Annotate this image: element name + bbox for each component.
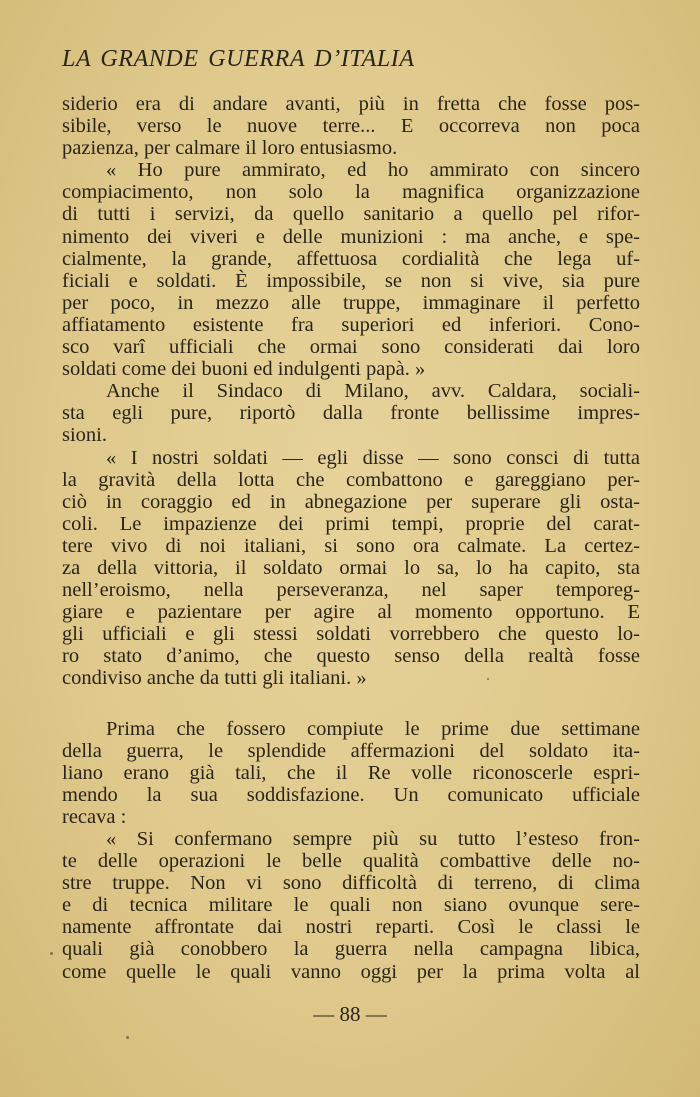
text-line: ciò in coraggio ed in abnegazione per superare gli osta- xyxy=(62,490,640,513)
text-line: per poco, in mezzo alle truppe, immaginare il perfetto xyxy=(62,291,640,314)
text-line: mendo la sua soddisfazione. Un comunicato ufficiale xyxy=(62,783,640,806)
text-line: della guerra, le splendide affermazioni del soldato ita- xyxy=(62,739,640,762)
text-line: compiacimento, non solo la magnifica organizzazione xyxy=(62,181,640,204)
text-line: gli ufficiali e gli stessi soldati vorrebbero che questo lo- xyxy=(62,623,640,646)
text-line: « I nostri soldati — egli disse — sono consci di tutta xyxy=(106,446,640,469)
text-line: quali già conobbero la guerra nella campagna libica, xyxy=(62,938,640,961)
text-line: coli. Le impazienze dei primi tempi, proprie del carat- xyxy=(62,512,640,535)
paper-speck xyxy=(487,678,489,680)
text-line: Anche il Sindaco di Milano, avv. Caldara, sociali- xyxy=(106,380,640,403)
text-line: liano erano già tali, che il Re volle riconoscerle espri- xyxy=(62,761,640,784)
paper-speck xyxy=(50,952,53,955)
paper-speck xyxy=(126,1036,129,1039)
text-line: te delle operazioni le belle qualità combattive delle no- xyxy=(62,850,640,873)
text-line: affiatamento esistente fra superiori ed inferiori. Cono- xyxy=(62,313,640,336)
text-line: za della vittoria, il soldato ormai lo sa, lo ha capito, sta xyxy=(62,556,640,579)
text-line: « Ho pure ammirato, ed ho ammirato con sincero xyxy=(106,159,640,182)
text-line: ro stato d’animo, che questo senso della realtà fosse xyxy=(62,645,640,668)
text-line: recava : xyxy=(62,805,127,828)
text-line: sioni. xyxy=(62,424,107,447)
text-line: pazienza, per calmare il loro entusiasmo. xyxy=(62,137,398,160)
text-line: sta egli pure, riportò dalla fronte bellissime impres- xyxy=(62,402,640,425)
text-line: namente affrontate dai nostri reparti. Così le classi le xyxy=(62,916,640,939)
text-line: la gravità della lotta che combattono e gareggiano per- xyxy=(62,468,640,491)
text-line: sibile, verso le nuove terre... E occorreva non poca xyxy=(62,115,640,138)
text-line: giare e pazientare per agire al momento opportuno. E xyxy=(62,601,640,624)
text-line: nell’eroismo, nella perseveranza, nel saper temporeg- xyxy=(62,579,640,602)
text-line: tere vivo di noi italiani, si sono ora calmate. La certez- xyxy=(62,534,640,557)
text-line: e di tecnica militare le quali non siano ovunque sere- xyxy=(62,894,640,917)
body-text xyxy=(62,93,640,983)
text-line: di tutti i servizi, da quello sanitario a quello pel rifor- xyxy=(62,203,640,226)
page-number: — 88 — xyxy=(313,1002,387,1026)
text-line: stre truppe. Non vi sono difficoltà di terreno, di clima xyxy=(62,872,640,895)
text-line: « Si confermano sempre più su tutto l’esteso fron- xyxy=(106,828,640,850)
text-line: soldati come dei buoni ed indulgenti papà. » xyxy=(62,358,426,381)
text-line: sco varî ufficiali che ormai sono considerati dai loro xyxy=(62,336,640,359)
text-line: come quelle le quali vanno oggi per la prima volta al xyxy=(62,960,640,983)
text-line: cialmente, la grande, affettuosa cordialità che lega uf- xyxy=(62,247,640,270)
text-line: condiviso anche da tutti gli italiani. » xyxy=(62,667,367,690)
paragraph-gap xyxy=(62,690,640,718)
text-line: ficiali e soldati. È impossibile, se non si vive, sia pure xyxy=(62,269,640,292)
text-line: Prima che fossero compiute le prime due settimane xyxy=(106,717,640,740)
running-title: LA GRANDE GUERRA D’ITALIA xyxy=(62,46,415,72)
text-line: nimento dei viveri e delle munizioni : ma anche, e spe- xyxy=(62,225,640,248)
text-line: siderio era di andare avanti, più in fretta che fosse pos- xyxy=(62,93,640,115)
